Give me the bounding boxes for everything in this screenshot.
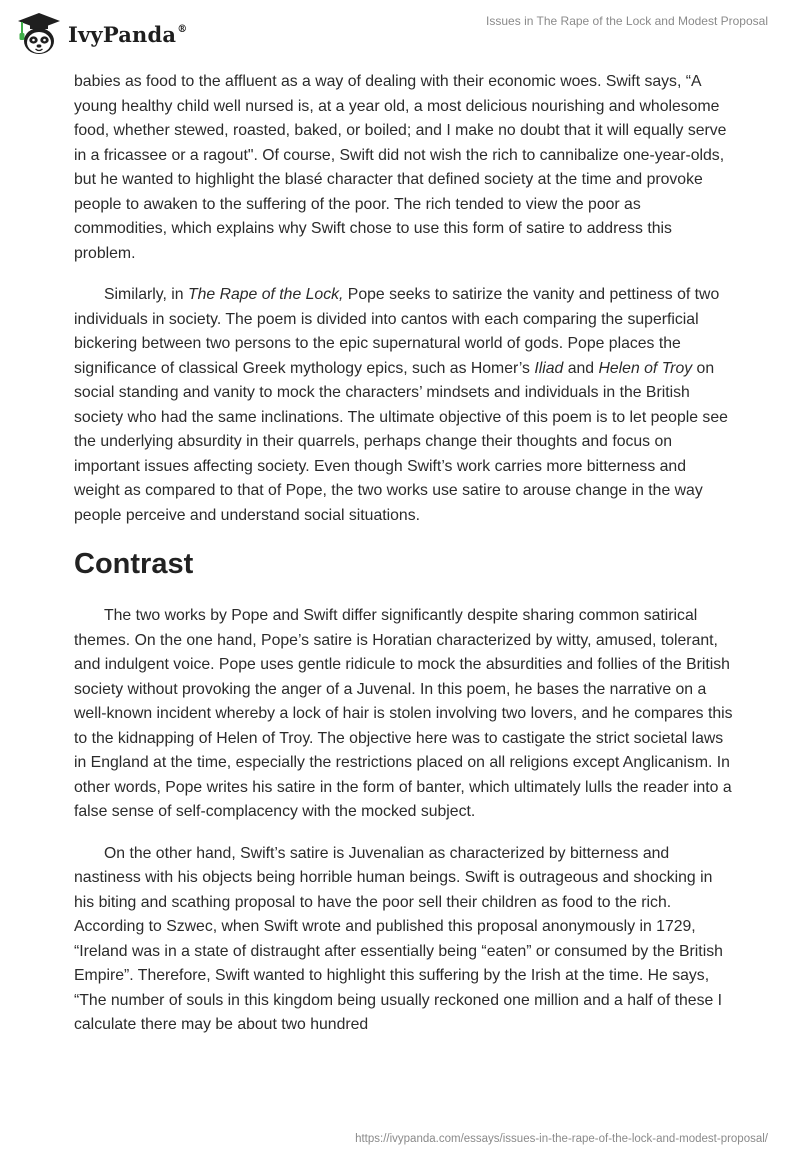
page-header <box>0 0 800 70</box>
registered-mark: ® <box>177 23 188 35</box>
section-heading-contrast: Contrast <box>74 548 194 580</box>
title-helen-of-troy: Helen of Troy <box>598 359 693 377</box>
source-url[interactable]: https://ivypanda.com/essays/issues-in-the-rape-of-the-lock-and-modest-proposal/ <box>355 1133 768 1145</box>
paragraph-2: Similarly, in The Rape of the Lock, Pope seeks to satirize the vanity and pettiness of two individuals in society. The poem is divided into cantos with each comparing the superficial bickering between two persons to the epic supernatural world of gods. Pope places the significance of classical Greek mythology epics, such as Homer’s Iliad and Helen of Troy on social standing and vanity to mock the characters’ mindsets and individuals in the British society who had the same inclinations. The ultimate objective of this poem is to let people see the underlying absurdity in their quarrels, perhaps change their thoughts and focus on important issues affecting society. Even though Swift’s work carries more bitterness and weight as compared to that of Pope, the two works use satire to arouse change in the way people perceive and understand social situations. <box>74 286 728 524</box>
title-iliad: Iliad <box>534 359 564 377</box>
paragraph-4: On the other hand, Swift’s satire is Juvenalian as characterized by bitterness and nastiness with his objects being horrible human beings. Swift is outrageous and shocking in his biting and scathing proposal to have the poor sell their children as food to the rich. According to Szwec, when Swift wrote and published this proposal anonymously in 1729, “Ireland was in a state of distraught after essentially being “eaten” or consumed by the British Empire”. Therefore, Swift wanted to highlight this suffering by the Irish at the time. He says, “The number of souls in this kingdom being usually reckoned one million and a half of these I calculate there may be about two hundred <box>74 844 723 1033</box>
ivypanda-logo[interactable] <box>14 10 187 58</box>
paragraph-1: babies as food to the affluent as a way of dealing with their economic woes. Swift says, “A young healthy child well nursed is, at a year old, a most delicious nourishing and wholesome food, whether stewed, roasted, baked, or boiled; and I make no doubt that it will equally serve in a fricassee or a ragout". Of course, Swift did not wish the rich to cannibalize one-year-olds, but he wanted to highlight the blasé character that defined society at the time and provoke people to awaken to the suffering of the poor. The rich tended to view the poor as commodities, which explains why Swift chose to use this form of satire to address this problem. <box>74 73 727 262</box>
document-title: Issues in The Rape of the Lock and Modest Proposal <box>486 14 768 28</box>
brand-name: IvyPanda® <box>68 21 188 47</box>
panda-graduate-icon <box>14 11 64 57</box>
paragraph-3: The two works by Pope and Swift differ significantly despite sharing common satirical themes. On the one hand, Pope’s satire is Horatian characterized by witty, amused, tolerant, and indulgent voice. Pope uses gentle ridicule to mock the absurdities and follies of the British society without provoking the anger of a Juvenal. In this poem, he bases the narrative on a well-known incident whereby a lock of hair is stolen involving two lovers, and he compares this to the kidnapping of Helen of Troy. The objective here was to castigate the strict societal laws in England at the time, especially the restrictions placed on all religions except Anglicanism. In other words, Pope writes his satire in the form of banter, which ultimately lulls the reader into a false sense of self-complacency with the mocked subject. <box>74 607 733 820</box>
title-rape-of-the-lock: The Rape of the Lock, <box>187 286 344 303</box>
essay-body <box>74 70 734 1038</box>
